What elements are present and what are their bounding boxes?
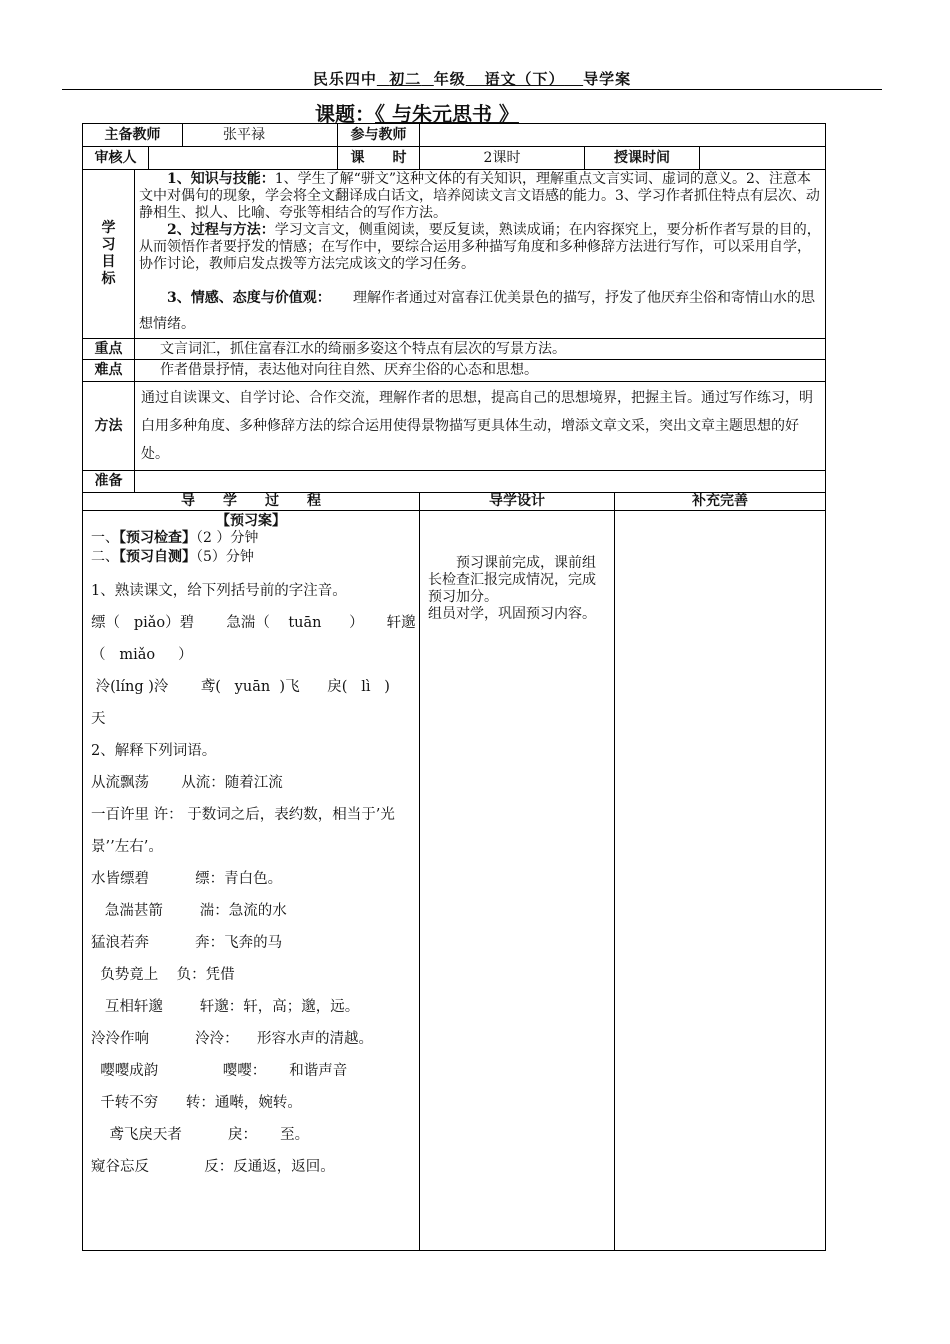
goal-knowledge: 1、知识与技能：1、学生了解“骈文”这种文体的有关知识，理解重点文言实词、虚词的意义。2、注意本文中对偶句的现象，学会将全文翻译成白话文，培养阅读文言文语感的能力。3、学习作者抓住特点有层次、动静相生、拟人、比喻、夸张等相结合的写作方法。 xyxy=(139,171,820,221)
vocab-item: 泠泠作响 泠泠： 形容水声的清越。 xyxy=(91,1031,374,1047)
time-label: 授课时间 xyxy=(585,147,700,170)
goal-emotion: 3、情感、态度与价值观： 理解作者通过对富春江优美景色的描写，抒发了他厌弃尘俗和寄情山水的思想情绪。 xyxy=(139,290,816,332)
difficulty-text: 作者借景抒情，表达他对向往自然、厌弃尘俗的心态和思想。 xyxy=(135,360,826,382)
vocab-item: 互相轩邈 轩邈：轩，高；邈，远。 xyxy=(91,999,360,1015)
goals-label: 学习目标 xyxy=(83,170,135,339)
method-text: 通过自读课文、自学讨论、合作交流，理解作者的思想，提高自己的思想境界，把握主旨。通过写作练习，明白用多种角度、多种修辞方法的综合运用使得景物描写更具体生动，增添文章文采，突出文章主题思想的好处。 xyxy=(135,382,826,471)
vocab-item: 千转不穷 转：通啭，婉转。 xyxy=(91,1095,302,1111)
supplement-content xyxy=(615,511,826,1251)
header-rule xyxy=(62,89,882,90)
lesson-title: 课题：《 与朱元思书 》 xyxy=(315,102,519,126)
doc-type: 导学案 xyxy=(583,70,632,88)
question-pinyin: 1、熟读课文，给下列括号前的字注音。 xyxy=(91,583,347,599)
preview-title: 【预习案】 xyxy=(216,513,286,529)
school-header xyxy=(62,68,882,89)
prep-text xyxy=(135,471,826,493)
reviewer-label: 审核人 xyxy=(83,147,149,170)
method-label: 方法 xyxy=(83,382,135,471)
vocab-item: 急湍甚箭 湍：急流的水 xyxy=(91,903,287,919)
vocab-item: 水皆缥碧 缥：青白色。 xyxy=(91,871,283,887)
difficulty-label: 难点 xyxy=(83,360,135,382)
hours: 2课时 xyxy=(420,147,585,170)
subject: 语文（下） xyxy=(484,70,565,88)
supplement-column-header: 补充完善 xyxy=(615,493,826,511)
vocab-item: 负势竟上 负：凭借 xyxy=(91,967,235,983)
goals-content xyxy=(135,170,826,339)
pinyin-line: （ miǎo ） xyxy=(91,647,193,663)
pinyin-line: 泠(líng )泠 鸢( yuān )飞 戾( lì ) xyxy=(91,679,390,695)
section-preview-check: 一、【预习检查】（2 ）分钟 xyxy=(91,530,259,546)
goal-process: 2、过程与方法：学习文言文，侧重阅读，要反复读，熟读成诵；在内容探究上，要分析作者写景的目的，从而领悟作者要抒发的情感；在写作中，要综合运用多种描写角度和多种修辞方法进行写作，可以采用自学，协作讨论，教师启发点拨等方法完成该文的学习任务。 xyxy=(139,222,821,272)
lesson-title-text: 《 与朱元思书 》 xyxy=(375,102,519,126)
grade-suffix: 年级 xyxy=(433,70,466,88)
lead-teacher: 张平禄 xyxy=(183,124,338,147)
process-column-header: 导 学 过 程 xyxy=(83,493,420,511)
time xyxy=(700,147,826,170)
design-content xyxy=(420,511,615,1251)
vocab-item: 鸢飞戾天者 戾： 至。 xyxy=(91,1127,310,1143)
school-name: 民乐四中 xyxy=(312,70,377,88)
question-vocab: 2、解释下列词语。 xyxy=(91,743,217,759)
design-note: 组员对学，巩固预习内容。 xyxy=(428,606,596,622)
pinyin-line: 缥（ piǎo）碧 急湍（ tuān ） 轩邈 xyxy=(91,615,416,631)
vocab-item: 猛浪若奔 奔：飞奔的马 xyxy=(91,935,283,951)
grade: 初二 xyxy=(389,70,422,88)
participants xyxy=(420,124,826,147)
lesson-plan-table xyxy=(82,123,826,1251)
vocab-item: 从流飘荡 从流：随着江流 xyxy=(91,775,283,791)
pinyin-line: 天 xyxy=(91,711,106,727)
hours-label: 课 时 xyxy=(338,147,420,170)
key-points-label: 重点 xyxy=(83,339,135,360)
key-points-text: 文言词汇，抓住富春江水的绮丽多姿这个特点有层次的写景方法。 xyxy=(135,339,826,360)
vocab-item: 窥谷忘反 反：反通返，返回。 xyxy=(91,1159,335,1175)
participants-label: 参与教师 xyxy=(338,124,420,147)
design-note: 预习课前完成，课前组长检查汇报完成情况，完成预习加分。 xyxy=(428,555,596,605)
vocab-item: 嘤嘤成韵 嘤嘤： 和谐声音 xyxy=(91,1063,348,1079)
reviewer xyxy=(149,147,338,170)
process-content xyxy=(83,511,420,1251)
design-column-header: 导学设计 xyxy=(420,493,615,511)
section-preview-test: 二、【预习自测】（5）分钟 xyxy=(91,549,254,565)
prep-label: 准备 xyxy=(83,471,135,493)
vocab-item: 一百许里 许： 于数词之后，表约数，相当于’光景’’左右’。 xyxy=(91,807,395,855)
lead-teacher-label: 主备教师 xyxy=(83,124,183,147)
